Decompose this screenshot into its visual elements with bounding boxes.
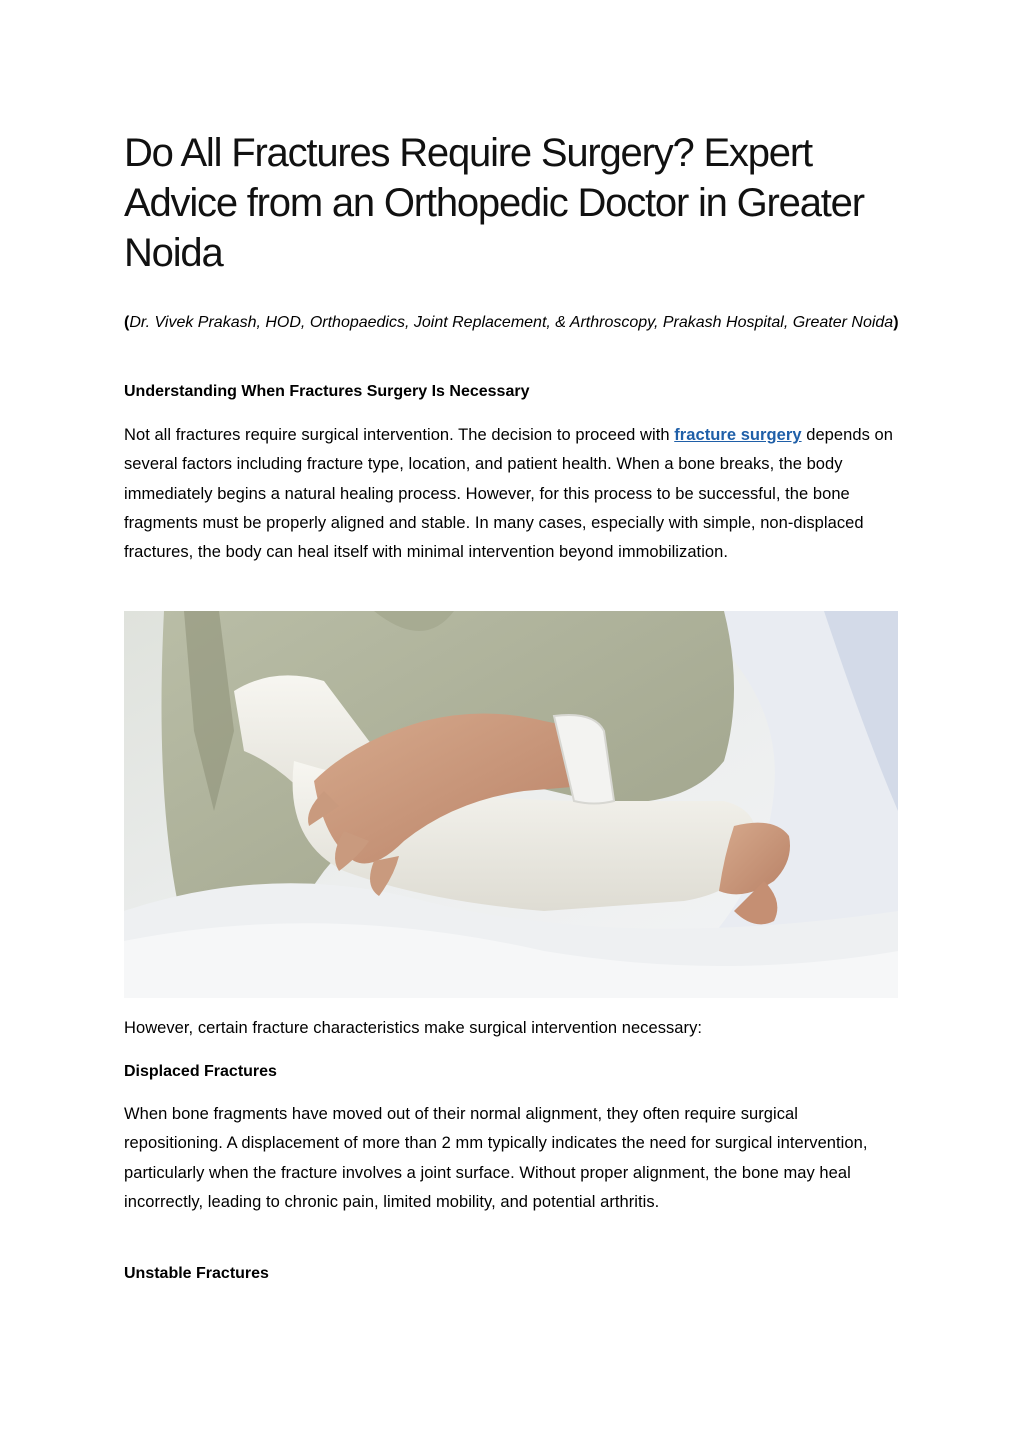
section-heading-displaced: Displaced Fractures	[124, 1063, 277, 1080]
displaced-fractures-paragraph: When bone fragments have moved out of their normal alignment, they often require surgical repositioning. A displacement of more than 2 mm typically indicates the need for surgical intervention, particularly when the fracture involves a joint surface. Without proper alignment, the bone may heal incorrectly, leading to chronic pain, limited mobility, and potential arthritis.	[124, 1105, 868, 1211]
author-byline	[124, 308, 899, 337]
author-open-paren: (	[124, 314, 130, 331]
author-close-paren: )	[893, 314, 899, 331]
section-heading-when-necessary: Understanding When Fractures Surgery Is Necessary	[124, 383, 530, 400]
article-title: Do All Fractures Require Surgery? Expert Advice from an Orthopedic Doctor in Greater Noida	[124, 131, 864, 275]
necessary-characteristics-intro: However, certain fracture characteristics make surgical intervention necessary:	[124, 1019, 703, 1037]
fracture-surgery-link[interactable]: fracture surgery	[674, 426, 802, 444]
intro-paragraph	[124, 421, 899, 567]
intro-text-after-link: depends on several factors including fracture type, location, and patient health. When a bone breaks, the body immediately begins a natural healing process. However, for this process to be successful, the bone fragments must be properly aligned and stable. In many cases, especially with simple, non-displaced fractures, the body can heal itself with minimal intervention beyond immobilization.	[124, 426, 893, 562]
author-credentials: Dr. Vivek Prakash, HOD, Orthopaedics, Joint Replacement, & Arthroscopy, Prakash Hospital, Greater Noida	[129, 314, 894, 331]
section-heading-unstable: Unstable Fractures	[124, 1265, 269, 1282]
arm-cast-photo	[124, 611, 898, 998]
intro-text-before-link: Not all fractures require surgical intervention. The decision to proceed with	[124, 426, 675, 444]
